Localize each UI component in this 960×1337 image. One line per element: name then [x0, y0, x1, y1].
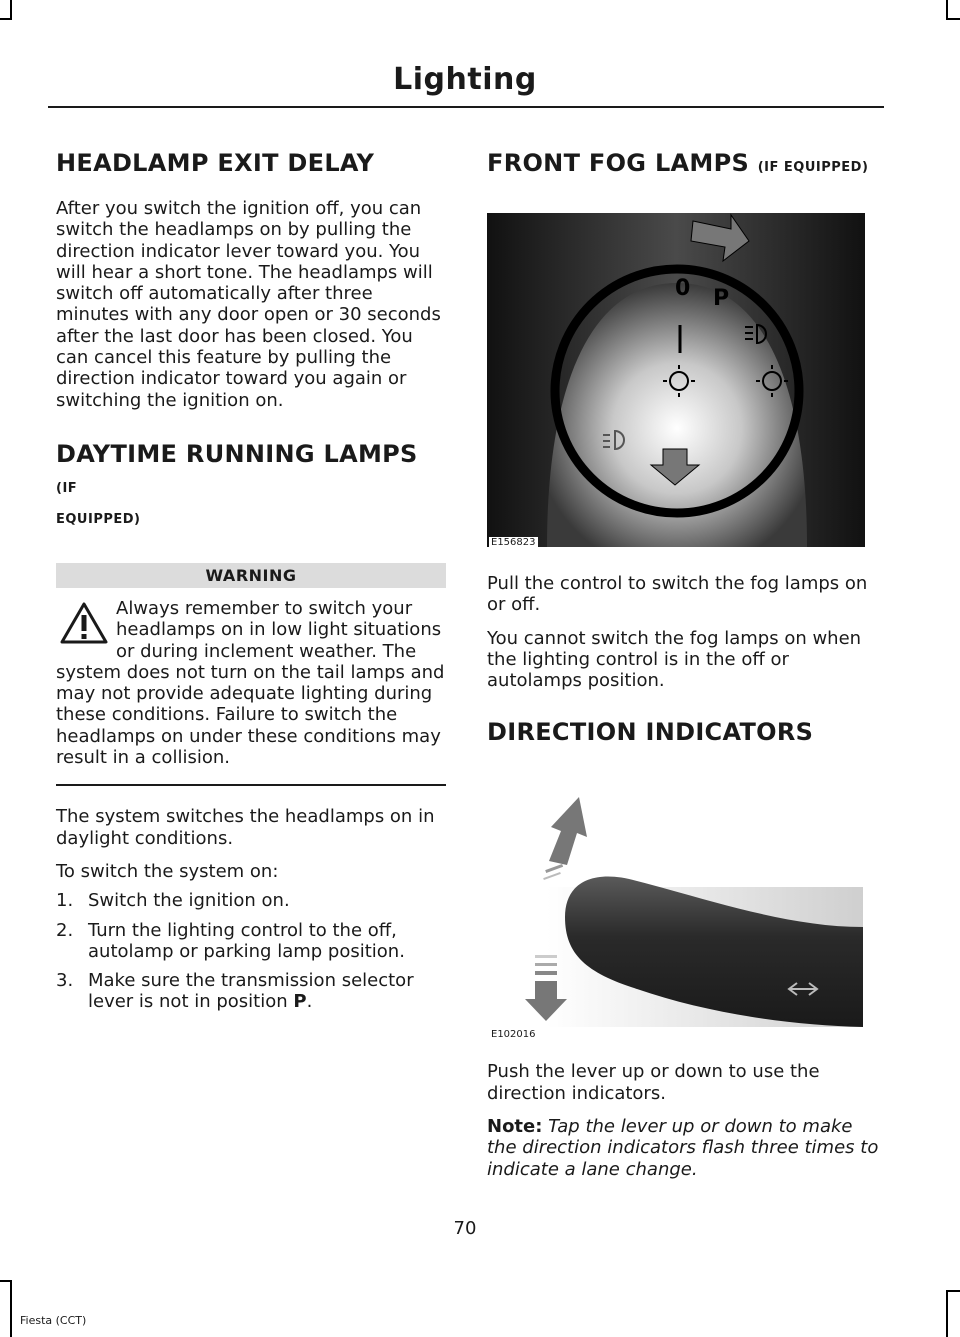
step-text: Turn the lighting control to the off, autolamp or parking lamp position.	[88, 919, 405, 962]
lighting-control-illustration	[487, 213, 865, 547]
step-text-end: .	[306, 991, 313, 1013]
crop-mark	[948, 18, 960, 20]
list-item	[56, 970, 446, 1013]
list-item	[56, 890, 446, 911]
step-text-bold: P	[293, 991, 307, 1013]
crop-mark	[10, 1280, 12, 1337]
indicator-figure	[487, 777, 863, 1039]
step-number: 3.	[56, 970, 74, 992]
crop-mark	[0, 1280, 10, 1282]
left-column	[56, 148, 446, 1013]
dial-off-label: 0	[675, 276, 691, 301]
drl-heading-suffix-2: EQUIPPED)	[56, 511, 141, 527]
step-number: 1.	[56, 890, 74, 912]
step-text: Make sure the transmission selector lever is not in position	[88, 970, 414, 1013]
exit-delay-body: After you switch the ignition off, you can switch the headlamps on by pulling the direction indicator lever toward you. You will hear a short tone. The headlamps will switch off automatically after three minutes with any door open or 30 seconds after the last door has been closed. You can cancel this feature by pulling the direction indicator toward you again or switching the ignition on.	[56, 198, 441, 411]
warning-triangle-icon	[60, 602, 108, 644]
crop-mark	[948, 1290, 960, 1292]
header-divider	[48, 106, 884, 108]
crop-mark	[0, 18, 10, 20]
step-text: Switch the ignition on.	[88, 890, 290, 912]
indicators-body: Push the lever up or down to use the direction indicators.	[487, 1061, 820, 1104]
drl-steps-list	[56, 890, 446, 1012]
warning-body	[56, 598, 446, 768]
drl-heading-suffix-1: (IF	[56, 480, 78, 496]
dial-parking-label: P	[713, 286, 730, 311]
warning-text: Always remember to switch your headlamps on in low light situations or during inclement weather. The system does not turn on the tail lamps and may not provide adequate lighting during these conditions. Failure to switch the headlamps on under these conditions may result in a collision.	[56, 597, 445, 769]
footer-model: Fiesta (CCT)	[20, 1314, 87, 1327]
figure-label: E102016	[491, 1029, 536, 1040]
indicator-lever-illustration	[487, 777, 863, 1039]
drl-body-1: The system switches the headlamps on in daylight conditions.	[56, 806, 435, 849]
section-heading-fog	[487, 148, 882, 183]
section-heading-indicators: DIRECTION INDICATORS	[487, 718, 814, 747]
indicators-note	[487, 1116, 882, 1180]
step-number: 2.	[56, 919, 74, 941]
crop-mark	[946, 0, 948, 20]
section-heading-drl	[56, 439, 446, 504]
crop-mark	[10, 0, 12, 20]
note-text: Tap the lever up or down to make the direction indicators flash three times to indicate a lane change.	[487, 1116, 879, 1180]
fog-body-1: Pull the control to switch the fog lamps on or off.	[487, 573, 868, 616]
page-title: Lighting	[393, 62, 537, 97]
fog-body-2: You cannot switch the fog lamps on when the lighting control is in the off or autolamps position.	[487, 627, 862, 692]
fog-heading-text: FRONT FOG LAMPS	[487, 149, 750, 177]
warning-banner: WARNING	[56, 563, 446, 588]
note-label: Note:	[487, 1116, 543, 1138]
fog-lamp-figure	[487, 213, 865, 547]
up-arrow-icon	[543, 797, 587, 880]
right-column	[487, 148, 882, 1180]
fog-heading-suffix: (IF EQUIPPED)	[757, 160, 869, 175]
list-item	[56, 920, 446, 963]
figure-label: E156823	[491, 537, 536, 547]
section-heading-exit-delay: HEADLAMP EXIT DELAY	[56, 149, 375, 177]
drl-heading-text: DAYTIME RUNNING LAMPS	[56, 439, 418, 468]
page-number: 70	[453, 1218, 477, 1239]
drl-body-2: To switch the system on:	[56, 860, 279, 882]
crop-mark	[946, 1290, 948, 1337]
